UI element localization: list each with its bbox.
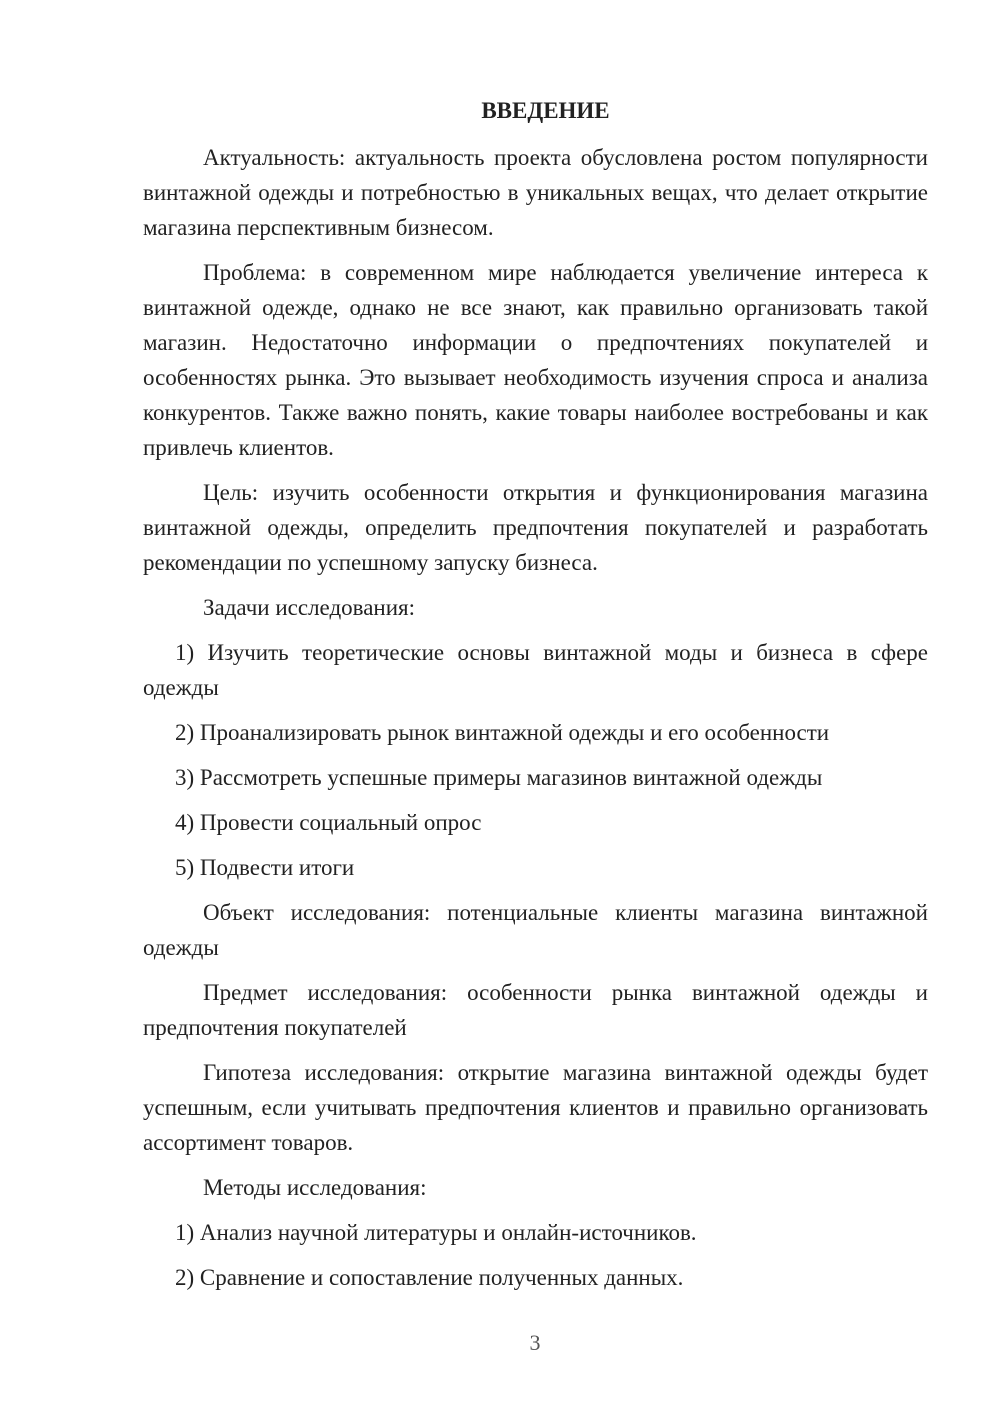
tasks-title: Задачи исследования: xyxy=(203,595,416,620)
list-item: 3) Рассмотреть успешные примеры магазинов винтажной одежды xyxy=(175,765,823,790)
list-item: 1) Анализ научной литературы и онлайн-источников. xyxy=(175,1220,697,1245)
paragraph-subject: Предмет исследования: особенности рынка винтажной одежды и предпочтения покупателей xyxy=(143,980,928,1040)
page-number: 3 xyxy=(529,1330,541,1355)
methods-title: Методы исследования: xyxy=(203,1175,427,1200)
tasks-list xyxy=(143,635,928,885)
methods-list xyxy=(143,1215,928,1295)
list-item: 4) Провести социальный опрос xyxy=(175,810,482,835)
list-item: 1) Изучить теоретические основы винтажной моды и бизнеса в сфере одежды xyxy=(143,640,928,700)
paragraph-goal: Цель: изучить особенности открытия и функционирования магазина винтажной одежды, определить предпочтения покупателей и разработать рекомендации по успешному запуску бизнеса. xyxy=(143,480,928,575)
document-body xyxy=(143,93,928,1305)
section-heading: ВВЕДЕНИЕ xyxy=(481,98,610,123)
paragraph-problem: Проблема: в современном мире наблюдается увеличение интереса к винтажной одежде, однако не все знают, как правильно организовать такой магазин. Недостаточно информации о предпочтениях покупателей и особенностях рынка. Это вызывает необходимость изучения спроса и анализа конкурентов. Также важно понять, какие товары наиболее востребованы и как привлечь клиентов. xyxy=(143,260,928,460)
paragraph-hypothesis: Гипотеза исследования: открытие магазина винтажной одежды будет успешным, если учитывать предпочтения клиентов и правильно организовать ассортимент товаров. xyxy=(143,1060,928,1155)
paragraph-relevance: Актуальность: актуальность проекта обусловлена ростом популярности винтажной одежды и потребностью в уникальных вещах, что делает открытие магазина перспективным бизнесом. xyxy=(143,145,928,240)
list-item: 5) Подвести итоги xyxy=(175,855,355,880)
list-item: 2) Проанализировать рынок винтажной одежды и его особенности xyxy=(175,720,830,745)
paragraph-object: Объект исследования: потенциальные клиенты магазина винтажной одежды xyxy=(143,900,928,960)
list-item: 2) Сравнение и сопоставление полученных данных. xyxy=(175,1265,684,1290)
